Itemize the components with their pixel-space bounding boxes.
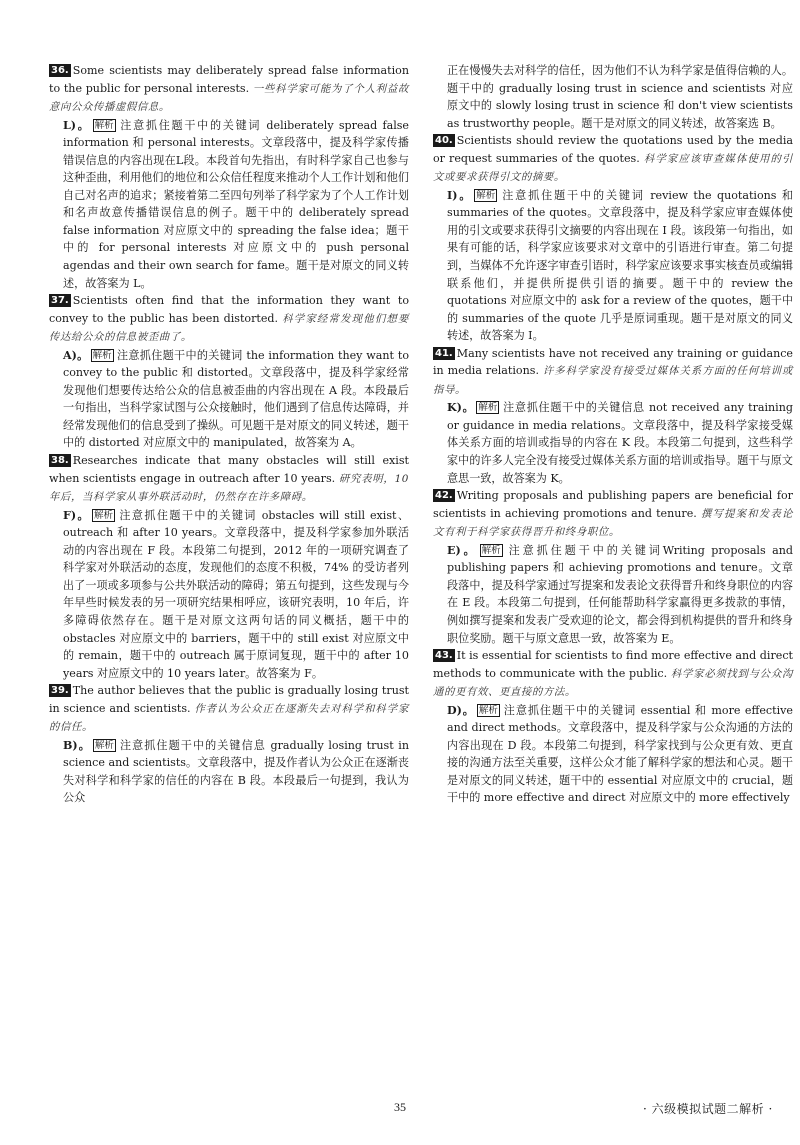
- explanation-text: 注意抓住题干中的关键词Writing proposals and publishing papers 和 achieving promotions and tenure。文章段落中，提及科学家通过写提案和发表论文获得晋升和终身职位的内容在 E 段。本段第二句提到，任何能帮助科学家赢得更多拨款的事情，例如撰写提案和发表广受欢迎的论文，都会得到机构提供的晋升和终身职位奖励。题干与原文意思一致，故答案为 E。: [447, 543, 793, 645]
- right-column: [433, 62, 793, 807]
- question-translation: 科学家应该审查媒体使用的引文或要求获得引文的摘要。: [433, 152, 793, 184]
- analysis-tag: 解析: [94, 739, 114, 751]
- question-text: Scientists should review the quotations used by the media or request summaries of the quotes.: [433, 134, 793, 165]
- question-translation: 作者认为公众正在逐渐失去对科学和科学家的信任。: [49, 702, 409, 734]
- answer-letter: E)。: [447, 543, 478, 557]
- question-43: [433, 647, 793, 807]
- explanation-text: 注意抓住题干中的关键词 the information they want to convey to the public 和 distorted。文章段落中，提及科学家经常发现他们想要传达给公众的信息被歪曲的内容出现在 A 段。本段最后一句指出，当科学家试图与公众接触时，他们遇到了信息传达障碍，并经常发现他们的信息受到了操纵。可见题干是对原文的同义转述，题干中的 distorted 对应原文中的 manipulated，故答案为 A。: [63, 348, 409, 450]
- question-translation: 科学家经常发现他们想要传达给公众的信息被歪曲了。: [49, 312, 409, 344]
- analysis-tag: 解析: [476, 189, 496, 201]
- question-36: [49, 62, 409, 292]
- explanation-text: 注意抓住题干中的关键词 deliberately spread false information 和 personal interests。文章段落中，提及科学家传播错误信息的内容出现在L段。本段首句先指出，有时科学家自己也参与这种歪曲，利用他们的地位和公众信任程度来推动个人工作计划和他们自己对名声的追求；紧接着第二至四句列举了科学家为了个人工作计划和名声故意传播错误信息的例子。题干中的 deliberately spread false information 对应原文中的 spreading the false idea；题干中的 for personal interests 对应原文中的 push personal agendas and their own search for fame。题干是对原文的同义转述，故答案为 L。: [63, 118, 409, 290]
- explanation-text: 注意抓住题干中的关键词 obstacles will still exist、outreach 和 after 10 years。文章段落中，提及科学家参加外联活动的内容出现在 F 段。本段第二句提到，2012 年的一项研究调查了科学家对外联活动的态度，发现他们的态度不积极，74% 的受访者列出了一项或多项参与公共外联活动的障碍；第五句提到，这些发现与今年早些时候发表的另一项研究结果相呼应，该研究表明，10 年后，许多障碍依然存在。题干是对原文这两句话的同义概括，题干中的 obstacles 对应原文中的 barriers，题干中的 still exist 对应原文中的 remain，题干中的 outreach 属于原词复现，题干中的 after 10 years 对应原文中的 10 years later。故答案为 F。: [63, 508, 409, 680]
- question-translation: 许多科学家没有接受过媒体关系方面的任何培训或指导。: [433, 365, 793, 396]
- question-41: [433, 345, 793, 487]
- section-title: · 六级模拟试题二解析 ·: [643, 1102, 773, 1116]
- explanation-text: 注意抓住题干中的关键信息 gradually losing trust in science and scientists。文章段落中，提及作者认为公众正在逐渐丧失对科学和科学家的信任的内容在 B 段。本段最后一句提到，我认为公众: [63, 738, 409, 805]
- explanation-text: 注意抓住题干中的关键词 essential 和 more effective and direct methods。文章段落中，提及科学家与公众沟通的方法的内容出现在 D 段。本段第二句提到，科学家找到与公众更有效、更直接的沟通方法至关重要，这样公众才能了解科学家的想法和心灵。题干是对原文的同义转述，题干中的 essential 对应原文中的 crucial，题干中的 more effective and direct 对应原文中的 more effectively: [447, 703, 793, 805]
- analysis-tag: 解析: [478, 704, 498, 716]
- analysis-tag: 解析: [481, 544, 501, 556]
- question-number: 40.: [435, 135, 453, 147]
- question-translation: 科学家必须找到与公众沟通的更有效、更直接的方法。: [433, 667, 793, 699]
- question-38: [49, 452, 409, 682]
- answer-letter: K)。: [447, 401, 475, 415]
- question-number: 37.: [51, 295, 69, 307]
- page-number: 35: [394, 1100, 406, 1114]
- question-text: Writing proposals and publishing papers are beneficial for scientists in achieving promotions and tenure.: [433, 489, 793, 520]
- question-number: 43.: [435, 650, 453, 662]
- question-text: The author believes that the public is gradually losing trust in science and scientists.: [49, 684, 409, 715]
- analysis-tag: 解析: [94, 119, 114, 131]
- question-text: Scientists often find that the information they want to convey to the public has been distorted.: [49, 294, 409, 325]
- question-number: 36.: [51, 65, 69, 76]
- question-number: 42.: [435, 490, 453, 502]
- answer-letter: I)。: [447, 188, 473, 202]
- answer-letter: B)。: [63, 738, 91, 752]
- answer-letter: F)。: [63, 508, 91, 522]
- explanation-text: 注意抓住题干中的关键信息 not received any training or guidance in media relations。文章段落中，提及科学家接受媒体关系方面的培训或指导的内容在 K 段。本段第二句提到，这些科学家中的许多人完全没有接受过媒体关系方面的培训或指导。题干与原文意思一致，故答案为 K。: [447, 401, 793, 485]
- question-text: It is essential for scientists to find more effective and direct methods to communicate with the public.: [433, 649, 793, 680]
- question-37: [49, 292, 409, 452]
- answer-letter: L)。: [63, 118, 91, 132]
- answer-letter: D)。: [447, 703, 475, 717]
- question-40: [433, 132, 793, 345]
- explanation-continuation: 正在慢慢失去对科学的信任，因为他们不认为科学家是值得信赖的人。题干中的 gradually losing trust in science and scientists 对应原文中的 slowly losing trust in science 和 don't view scientists as trustworthy people。题干是对原文的同义转述，故答案选 B。: [447, 64, 793, 130]
- analysis-tag: 解析: [94, 509, 114, 521]
- question-text: Researches indicate that many obstacles will still exist when scientists engage in outreach after 10 years.: [49, 454, 409, 485]
- analysis-tag: 解析: [92, 349, 112, 361]
- question-number: 38.: [51, 455, 69, 467]
- analysis-tag: 解析: [478, 402, 498, 414]
- question-translation: 研究表明，10 年后，当科学家从事外联活动时，仍然存在许多障碍。: [49, 472, 410, 504]
- question-text: Many scientists have not received any training or guidance in media relations.: [433, 346, 793, 378]
- explanation-text: 注意抓住题干中的关键词 review the quotations 和 summaries of the quotes。文章段落中，提及科学家应审查媒体使用的引文或要求获得引文摘要的内容出现在 I 段。该段第一句指出，如果有可能的话，科学家应该要求对文章中的引语进行审查。第二句提到，当媒体不允许逐字审查引语时，科学家应该要求事实核查员或编辑联系他们，并提供所提供引语的摘要。题干中的 review the quotations 对应原文中的 ask for a review of the quotes，题干中的 summaries of the quote 几乎是原词重现。题干是对原文的同义转述，故答案为 I。: [447, 188, 793, 343]
- left-column: [49, 62, 409, 807]
- question-text: Some scientists may deliberately spread false information to the public for personal interests.: [49, 64, 409, 95]
- answer-letter: A)。: [63, 348, 89, 362]
- question-number: 39.: [51, 685, 69, 697]
- question-39: [49, 682, 409, 807]
- question-39-continued: [433, 62, 793, 132]
- question-number: 41.: [435, 347, 453, 359]
- question-translation: 一些科学家可能为了个人利益故意向公众传播虚假信息。: [49, 82, 409, 114]
- question-translation: 撰写提案和发表论文有利于科学家获得晋升和终身职位。: [433, 507, 793, 539]
- question-42: [433, 487, 793, 647]
